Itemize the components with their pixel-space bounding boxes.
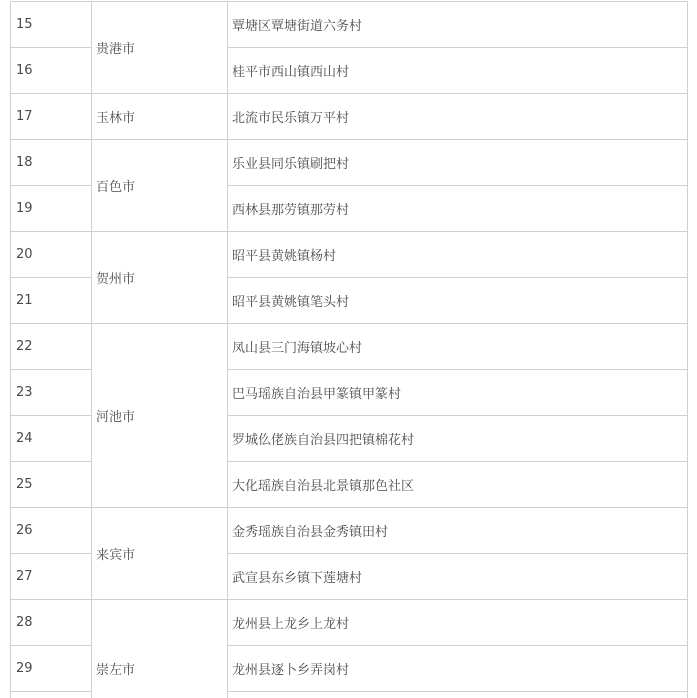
row-number-cell: 29 [11, 646, 92, 692]
village-cell: 巴马瑶族自治县甲篆镇甲篆村 [228, 370, 688, 416]
table-row [11, 232, 688, 278]
table-row [11, 140, 688, 186]
village-cell: 覃塘区覃塘街道六务村 [228, 2, 688, 48]
village-cell: 龙州县逐卜乡弄岗村 [228, 646, 688, 692]
city-cell: 贵港市 [92, 2, 228, 94]
village-cell: 大化瑶族自治县北景镇那色社区 [228, 462, 688, 508]
table-row [11, 94, 688, 140]
village-table [10, 1, 688, 698]
row-number-cell: 23 [11, 370, 92, 416]
village-cell: 昭平县黄姚镇笔头村 [228, 278, 688, 324]
row-number-cell: 26 [11, 508, 92, 554]
village-cell: 北流市民乐镇万平村 [228, 94, 688, 140]
village-cell: 凤山县三门海镇坡心村 [228, 324, 688, 370]
row-number-cell: 18 [11, 140, 92, 186]
village-cell: 乐业县同乐镇刷把村 [228, 140, 688, 186]
row-number-cell: 27 [11, 554, 92, 600]
table-row [11, 508, 688, 554]
table-body [11, 2, 688, 698]
row-number-cell [11, 692, 92, 698]
village-cell [228, 692, 688, 698]
row-number-cell: 19 [11, 186, 92, 232]
row-number-cell: 22 [11, 324, 92, 370]
village-cell: 罗城仫佬族自治县四把镇棉花村 [228, 416, 688, 462]
row-number-cell: 21 [11, 278, 92, 324]
table-row [11, 324, 688, 370]
row-number-cell: 20 [11, 232, 92, 278]
row-number-cell: 28 [11, 600, 92, 646]
city-cell: 崇左市 [92, 600, 228, 698]
table-row [11, 600, 688, 646]
village-cell: 龙州县上龙乡上龙村 [228, 600, 688, 646]
row-number-cell: 24 [11, 416, 92, 462]
city-cell: 贺州市 [92, 232, 228, 324]
city-cell: 河池市 [92, 324, 228, 508]
row-number-cell: 17 [11, 94, 92, 140]
village-cell: 金秀瑶族自治县金秀镇田村 [228, 508, 688, 554]
city-cell: 来宾市 [92, 508, 228, 600]
row-number-cell: 25 [11, 462, 92, 508]
city-cell: 玉林市 [92, 94, 228, 140]
table-row [11, 2, 688, 48]
row-number-cell: 16 [11, 48, 92, 94]
city-cell: 百色市 [92, 140, 228, 232]
village-cell: 西林县那劳镇那劳村 [228, 186, 688, 232]
row-number-cell: 15 [11, 2, 92, 48]
village-cell: 昭平县黄姚镇杨村 [228, 232, 688, 278]
village-cell: 武宣县东乡镇下莲塘村 [228, 554, 688, 600]
village-cell: 桂平市西山镇西山村 [228, 48, 688, 94]
